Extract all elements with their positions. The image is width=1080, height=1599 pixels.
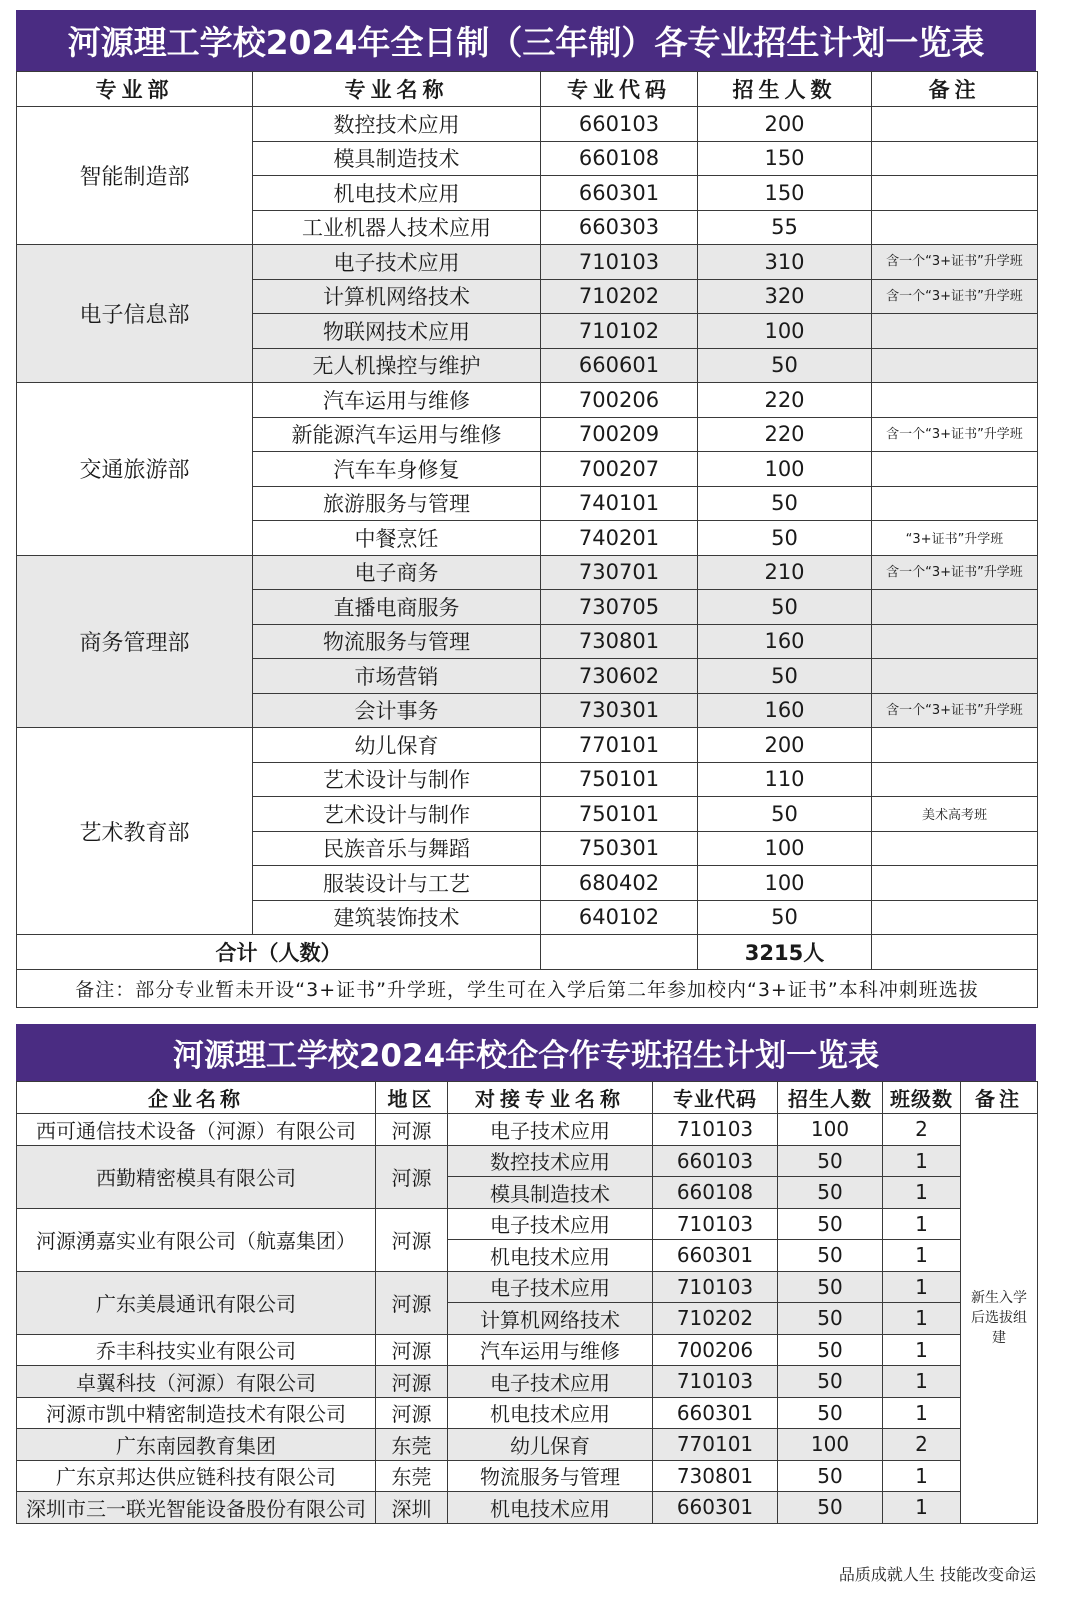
table-header-row — [17, 72, 1038, 107]
enrollment-plan-table — [16, 71, 1038, 1008]
enrollment-count-cell: 150 — [698, 176, 872, 211]
remark-cell: 含一个“3+证书”升学班 — [872, 555, 1038, 590]
major-code-cell: 710103 — [653, 1271, 778, 1303]
enrollment-count-cell: 200 — [698, 107, 872, 142]
enrollment-count-cell: 50 — [778, 1460, 883, 1492]
class-count-cell: 1 — [883, 1334, 961, 1366]
table-row — [17, 1366, 1038, 1398]
company-name-cell: 深圳市三一联光智能设备股份有限公司 — [17, 1492, 376, 1524]
linked-major-cell: 汽车运用与维修 — [448, 1334, 653, 1366]
major-name-cell: 无人机操控与维护 — [253, 348, 541, 383]
total-value: 3215人 — [698, 935, 872, 970]
enrollment-count-cell: 100 — [778, 1114, 883, 1146]
major-code-cell: 730801 — [541, 624, 698, 659]
enrollment-count-cell: 50 — [778, 1492, 883, 1524]
major-code-cell: 660103 — [653, 1145, 778, 1177]
total-row — [17, 935, 1038, 970]
enrollment-count-cell: 50 — [698, 797, 872, 832]
enrollment-count-cell: 100 — [698, 314, 872, 349]
remark-cell — [872, 107, 1038, 142]
table-row — [17, 1492, 1038, 1524]
enrollment-count-cell: 220 — [698, 417, 872, 452]
enrollment-count-cell: 50 — [698, 590, 872, 625]
major-code-cell: 660108 — [653, 1177, 778, 1209]
enrollment-count-cell: 50 — [778, 1145, 883, 1177]
major-code-cell: 700209 — [541, 417, 698, 452]
class-count-cell: 1 — [883, 1492, 961, 1524]
header-major-code: 专业代码 — [653, 1082, 778, 1114]
major-code-cell: 680402 — [541, 866, 698, 901]
major-code-cell: 730602 — [541, 659, 698, 694]
total-empty-cell — [541, 935, 698, 970]
major-code-cell: 660301 — [653, 1492, 778, 1524]
remark-cell — [872, 866, 1038, 901]
major-name-cell: 物联网技术应用 — [253, 314, 541, 349]
major-code-cell: 710103 — [653, 1114, 778, 1146]
region-cell: 河源 — [376, 1208, 448, 1271]
major-code-cell: 640102 — [541, 900, 698, 935]
major-code-cell: 730701 — [541, 555, 698, 590]
major-name-cell: 民族音乐与舞蹈 — [253, 831, 541, 866]
remark-cell — [872, 762, 1038, 797]
enrollment-count-cell: 220 — [698, 383, 872, 418]
major-name-cell: 汽车车身修复 — [253, 452, 541, 487]
major-code-cell: 660103 — [541, 107, 698, 142]
remark-cell — [872, 590, 1038, 625]
enrollment-count-cell: 50 — [778, 1177, 883, 1209]
major-code-cell: 700207 — [541, 452, 698, 487]
enrollment-plan-title: 河源理工学校2024年全日制（三年制）各专业招生计划一览表 — [16, 10, 1036, 71]
major-name-cell: 建筑装饰技术 — [253, 900, 541, 935]
region-cell: 深圳 — [376, 1492, 448, 1524]
major-code-cell: 660301 — [541, 176, 698, 211]
major-name-cell: 艺术设计与制作 — [253, 762, 541, 797]
header-enrollment-count: 招生人数 — [698, 72, 872, 107]
major-code-cell: 710102 — [541, 314, 698, 349]
major-code-cell: 740101 — [541, 486, 698, 521]
linked-major-cell: 机电技术应用 — [448, 1240, 653, 1272]
region-cell: 河源 — [376, 1334, 448, 1366]
header-company-name: 企业名称 — [17, 1082, 376, 1114]
linked-major-cell: 模具制造技术 — [448, 1177, 653, 1209]
major-code-cell: 730301 — [541, 693, 698, 728]
major-code-cell: 700206 — [541, 383, 698, 418]
table-row — [17, 383, 1038, 418]
enrollment-count-cell: 110 — [698, 762, 872, 797]
enrollment-count-cell: 160 — [698, 693, 872, 728]
class-count-cell: 2 — [883, 1429, 961, 1461]
major-name-cell: 电子商务 — [253, 555, 541, 590]
region-cell: 河源 — [376, 1114, 448, 1146]
remark-cell — [872, 900, 1038, 935]
enrollment-count-cell: 50 — [778, 1271, 883, 1303]
linked-major-cell: 电子技术应用 — [448, 1366, 653, 1398]
major-code-cell: 750101 — [541, 797, 698, 832]
region-cell: 河源 — [376, 1271, 448, 1334]
table-row — [17, 555, 1038, 590]
company-name-cell: 河源市凯中精密制造技术有限公司 — [17, 1397, 376, 1429]
remark-cell — [872, 624, 1038, 659]
company-name-cell: 广东美晨通讯有限公司 — [17, 1271, 376, 1334]
table-row — [17, 1429, 1038, 1461]
remark-cell — [872, 176, 1038, 211]
remark-cell: 含一个“3+证书”升学班 — [872, 245, 1038, 280]
department-cell: 商务管理部 — [17, 555, 253, 728]
table-row — [17, 1334, 1038, 1366]
linked-major-cell: 电子技术应用 — [448, 1114, 653, 1146]
total-label: 合计（人数） — [17, 935, 541, 970]
major-code-cell: 660108 — [541, 141, 698, 176]
major-name-cell: 电子技术应用 — [253, 245, 541, 280]
enrollment-count-cell: 200 — [698, 728, 872, 763]
company-name-cell: 河源湧嘉实业有限公司（航嘉集团） — [17, 1208, 376, 1271]
linked-major-cell: 数控技术应用 — [448, 1145, 653, 1177]
class-count-cell: 1 — [883, 1366, 961, 1398]
major-name-cell: 新能源汽车运用与维修 — [253, 417, 541, 452]
header-enrollment-count: 招生人数 — [778, 1082, 883, 1114]
major-code-cell: 770101 — [653, 1429, 778, 1461]
remark-cell: 含一个“3+证书”升学班 — [872, 693, 1038, 728]
region-cell: 东莞 — [376, 1460, 448, 1492]
major-name-cell: 服装设计与工艺 — [253, 866, 541, 901]
major-code-cell: 770101 — [541, 728, 698, 763]
department-cell: 电子信息部 — [17, 245, 253, 383]
company-name-cell: 乔丰科技实业有限公司 — [17, 1334, 376, 1366]
department-cell: 智能制造部 — [17, 107, 253, 245]
remark-cell — [872, 486, 1038, 521]
major-name-cell: 工业机器人技术应用 — [253, 210, 541, 245]
enrollment-count-cell: 50 — [698, 900, 872, 935]
enrollment-count-cell: 100 — [698, 452, 872, 487]
table-row — [17, 1460, 1038, 1492]
remark-cell — [872, 314, 1038, 349]
enrollment-count-cell: 150 — [698, 141, 872, 176]
table-row — [17, 1208, 1038, 1240]
enrollment-count-cell: 100 — [778, 1429, 883, 1461]
remark-cell — [872, 452, 1038, 487]
major-name-cell: 模具制造技术 — [253, 141, 541, 176]
major-code-cell: 730801 — [653, 1460, 778, 1492]
enrollment-count-cell: 50 — [698, 521, 872, 556]
remark-cell — [872, 348, 1038, 383]
enrollment-count-cell: 50 — [778, 1366, 883, 1398]
class-count-cell: 1 — [883, 1240, 961, 1272]
header-major-code: 专业代码 — [541, 72, 698, 107]
remark-cell — [872, 383, 1038, 418]
header-department: 专业部 — [17, 72, 253, 107]
remark-cell — [872, 141, 1038, 176]
major-code-cell: 750301 — [541, 831, 698, 866]
major-code-cell: 710103 — [653, 1366, 778, 1398]
footnote-text: 备注：部分专业暂未开设“3+证书”升学班，学生可在入学后第二年参加校内“3+证书”本科冲刺班选拔 — [17, 969, 1038, 1007]
major-name-cell: 艺术设计与制作 — [253, 797, 541, 832]
enrollment-count-cell: 50 — [778, 1397, 883, 1429]
region-cell: 河源 — [376, 1397, 448, 1429]
table-row — [17, 107, 1038, 142]
class-count-cell: 1 — [883, 1177, 961, 1209]
enrollment-count-cell: 50 — [778, 1240, 883, 1272]
slogan: 品质成就人生 技能改变命运 — [838, 1565, 1036, 1584]
enrollment-count-cell: 50 — [778, 1208, 883, 1240]
linked-major-cell: 计算机网络技术 — [448, 1303, 653, 1335]
major-code-cell: 660303 — [541, 210, 698, 245]
company-name-cell: 西可通信技术设备（河源）有限公司 — [17, 1114, 376, 1146]
company-name-cell: 卓翼科技（河源）有限公司 — [17, 1366, 376, 1398]
enrollment-count-cell: 100 — [698, 866, 872, 901]
linked-major-cell: 电子技术应用 — [448, 1208, 653, 1240]
department-cell: 艺术教育部 — [17, 728, 253, 935]
major-name-cell: 机电技术应用 — [253, 176, 541, 211]
major-code-cell: 700206 — [653, 1334, 778, 1366]
class-count-cell: 1 — [883, 1397, 961, 1429]
enrollment-count-cell: 55 — [698, 210, 872, 245]
header-region: 地区 — [376, 1082, 448, 1114]
region-cell: 东莞 — [376, 1429, 448, 1461]
major-name-cell: 汽车运用与维修 — [253, 383, 541, 418]
cooperation-plan-table — [16, 1081, 1038, 1524]
header-remarks: 备注 — [961, 1082, 1038, 1114]
remark-cell: 含一个“3+证书”升学班 — [872, 279, 1038, 314]
class-count-cell: 2 — [883, 1114, 961, 1146]
region-cell: 河源 — [376, 1366, 448, 1398]
major-code-cell: 710103 — [653, 1208, 778, 1240]
major-code-cell: 660601 — [541, 348, 698, 383]
enrollment-count-cell: 50 — [778, 1334, 883, 1366]
table-row — [17, 728, 1038, 763]
enrollment-count-cell: 50 — [698, 348, 872, 383]
major-name-cell: 旅游服务与管理 — [253, 486, 541, 521]
remark-cell: 含一个“3+证书”升学班 — [872, 417, 1038, 452]
enrollment-count-cell: 320 — [698, 279, 872, 314]
remark-cell: “3+证书”升学班 — [872, 521, 1038, 556]
table-row — [17, 1145, 1038, 1177]
footnote-row — [17, 969, 1038, 1007]
major-name-cell: 计算机网络技术 — [253, 279, 541, 314]
enrollment-count-cell: 160 — [698, 624, 872, 659]
remark-cell — [872, 728, 1038, 763]
table-row — [17, 1114, 1038, 1146]
major-name-cell: 会计事务 — [253, 693, 541, 728]
major-name-cell: 直播电商服务 — [253, 590, 541, 625]
major-code-cell: 750101 — [541, 762, 698, 797]
header-class-count: 班级数 — [883, 1082, 961, 1114]
major-name-cell: 物流服务与管理 — [253, 624, 541, 659]
shared-remark-cell: 新生入学后选拔组建 — [961, 1114, 1038, 1524]
major-code-cell: 710103 — [541, 245, 698, 280]
major-code-cell: 740201 — [541, 521, 698, 556]
company-name-cell: 广东京邦达供应链科技有限公司 — [17, 1460, 376, 1492]
region-cell: 河源 — [376, 1145, 448, 1208]
remark-cell: 美术高考班 — [872, 797, 1038, 832]
class-count-cell: 1 — [883, 1145, 961, 1177]
linked-major-cell: 物流服务与管理 — [448, 1460, 653, 1492]
header-remarks: 备注 — [872, 72, 1038, 107]
header-linked-major: 对接专业名称 — [448, 1082, 653, 1114]
class-count-cell: 1 — [883, 1303, 961, 1335]
linked-major-cell: 机电技术应用 — [448, 1492, 653, 1524]
class-count-cell: 1 — [883, 1460, 961, 1492]
department-cell: 交通旅游部 — [17, 383, 253, 556]
total-remark-cell — [872, 935, 1038, 970]
table-row — [17, 1397, 1038, 1429]
major-code-cell: 710202 — [541, 279, 698, 314]
enrollment-count-cell: 50 — [698, 486, 872, 521]
table-header-row — [17, 1082, 1038, 1114]
company-name-cell: 广东南园教育集团 — [17, 1429, 376, 1461]
linked-major-cell: 电子技术应用 — [448, 1271, 653, 1303]
enrollment-count-cell: 210 — [698, 555, 872, 590]
enrollment-count-cell: 50 — [778, 1303, 883, 1335]
major-name-cell: 中餐烹饪 — [253, 521, 541, 556]
remark-cell — [872, 831, 1038, 866]
major-name-cell: 幼儿保育 — [253, 728, 541, 763]
major-code-cell: 730705 — [541, 590, 698, 625]
remark-cell — [872, 659, 1038, 694]
class-count-cell: 1 — [883, 1208, 961, 1240]
class-count-cell: 1 — [883, 1271, 961, 1303]
enrollment-count-cell: 310 — [698, 245, 872, 280]
major-code-cell: 710202 — [653, 1303, 778, 1335]
header-major-name: 专业名称 — [253, 72, 541, 107]
major-name-cell: 数控技术应用 — [253, 107, 541, 142]
enrollment-count-cell: 50 — [698, 659, 872, 694]
enrollment-count-cell: 100 — [698, 831, 872, 866]
company-name-cell: 西勤精密模具有限公司 — [17, 1145, 376, 1208]
linked-major-cell: 幼儿保育 — [448, 1429, 653, 1461]
major-name-cell: 市场营销 — [253, 659, 541, 694]
table-row — [17, 245, 1038, 280]
major-code-cell: 660301 — [653, 1397, 778, 1429]
cooperation-plan-title: 河源理工学校2024年校企合作专班招生计划一览表 — [16, 1024, 1036, 1081]
table-row — [17, 1271, 1038, 1303]
remark-cell — [872, 210, 1038, 245]
major-code-cell: 660301 — [653, 1240, 778, 1272]
linked-major-cell: 机电技术应用 — [448, 1397, 653, 1429]
